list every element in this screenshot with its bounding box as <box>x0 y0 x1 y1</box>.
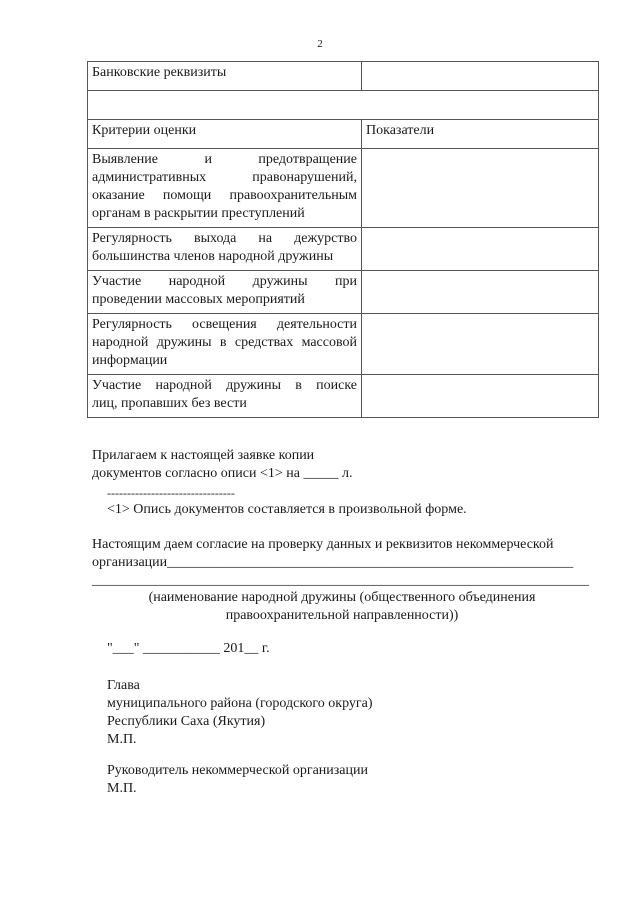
signature-line: муниципального района (городского округа) <box>107 696 373 711</box>
criterion-line: большинства членов народной дружины <box>92 249 334 264</box>
criterion-cell <box>88 375 362 418</box>
criterion-line: лиц, пропавших без вести <box>92 396 247 411</box>
attachment-line: документов согласно описи <1> на _____ л. <box>92 466 353 481</box>
criteria-table <box>87 61 599 418</box>
table-row <box>88 62 599 91</box>
criterion-line: народной дружины в средствах массовой <box>92 335 357 350</box>
consent-line: _______________________________________________________________________ <box>92 573 589 588</box>
indicators-header: Показатели <box>362 120 599 149</box>
signature-line: М.П. <box>107 781 137 796</box>
table-row <box>88 228 599 271</box>
signature-line: М.П. <box>107 732 137 747</box>
attachment-line: Прилагаем к настоящей заявке копии <box>92 448 315 463</box>
criterion-line: Выявление и предотвращение <box>92 152 357 167</box>
criterion-line: Регулярность выхода на дежурство <box>92 231 357 246</box>
head-signature-block <box>107 677 373 749</box>
criterion-line: Участие народной дружины при <box>92 274 357 289</box>
table-row <box>88 120 599 149</box>
table-row <box>88 271 599 314</box>
signature-line: Республики Саха (Якутия) <box>107 714 266 729</box>
bank-details-label: Банковские реквизиты <box>88 62 362 91</box>
indicator-cell <box>362 149 599 228</box>
indicator-cell <box>362 271 599 314</box>
caption-line: правоохранительной направленности)) <box>225 608 459 623</box>
table-row <box>88 91 599 120</box>
caption-line: (наименование народной дружины (общественного объединения <box>148 590 536 605</box>
page-number: 2 <box>317 38 323 50</box>
footnote-separator: -------------------------------- <box>107 486 235 500</box>
criterion-line: органам в раскрытии преступлений <box>92 206 305 221</box>
consent-line: Настоящим даем согласие на проверку данных и реквизитов некоммерческой <box>92 537 554 552</box>
criterion-cell <box>88 149 362 228</box>
criterion-line: информации <box>92 353 168 368</box>
empty-merged-row <box>88 91 599 120</box>
signature-line: Глава <box>107 678 140 693</box>
attachment-paragraph <box>92 447 352 483</box>
indicator-cell <box>362 375 599 418</box>
criteria-header: Критерии оценки <box>88 120 362 149</box>
org-signature-block <box>107 762 368 798</box>
criterion-line: проведении массовых мероприятий <box>92 292 305 307</box>
consent-paragraph <box>92 536 589 590</box>
consent-line: организации__________________________________________________________ <box>92 555 574 570</box>
signature-line: Руководитель некоммерческой организации <box>107 763 368 778</box>
criterion-cell <box>88 314 362 375</box>
table-row <box>88 375 599 418</box>
indicator-cell <box>362 228 599 271</box>
bank-details-value <box>362 62 599 91</box>
indicator-cell <box>362 314 599 375</box>
criterion-line: административных правонарушений, <box>92 170 357 185</box>
criterion-cell <box>88 228 362 271</box>
table-row <box>88 149 599 228</box>
criterion-line: оказание помощи правоохранительным <box>92 188 357 203</box>
criterion-line: Участие народной дружины в поиске <box>92 378 357 393</box>
criterion-cell <box>88 271 362 314</box>
criterion-line: Регулярность освещения деятельности <box>92 317 357 332</box>
table-row <box>88 314 599 375</box>
date-line: "___" ___________ 201__ г. <box>107 641 270 656</box>
name-caption <box>92 589 592 625</box>
footnote-text: <1> Опись документов составляется в произвольной форме. <box>107 502 467 517</box>
